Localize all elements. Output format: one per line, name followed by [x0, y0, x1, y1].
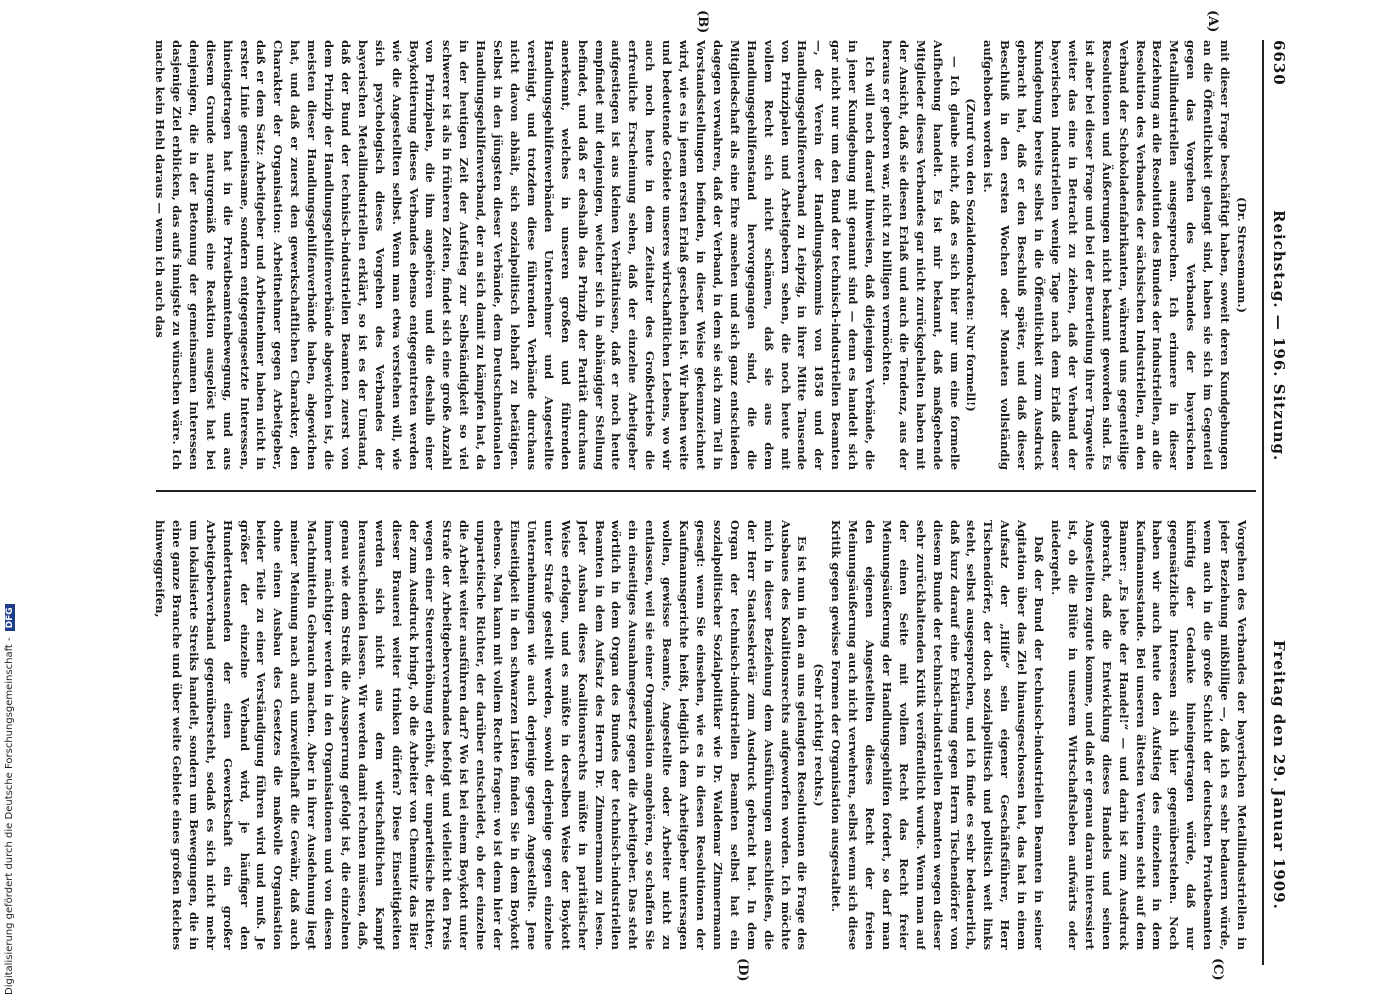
- paragraph: — Ich glaube nicht, daß es sich hier nur um eine formelle Aufhebung handelt. Es ist mir bekannt, daß maßgebende Mitglieder dieses Verbandes gar nicht zurückgehalten haben mit der Ansicht, daß sie diesen Erlaß und auch die Tendenz, aus der heraus er geboren war, nicht zu billigen vermöchten.: [879, 40, 962, 470]
- paragraph: Ich will noch darauf hinweisen, daß diejenigen Verbände, die in jener Kundgebung mit genannt sind — denn es handelt sich gar nicht nur um den Bund der technisch-industriellen Beamten —, der Verein der Handlungskommis von 1858 und der Handlungsgehilfenverband zu Leipzig, in ihrer Mitte Tausende von Prinzipalen und Arbeitgebern sehen, die noch heute mit vollem Recht sich nicht schämen, daß sie aus dem Handlungsgehilfenstand hervorgegangen sind, die die Mitgliedschaft als eine Ehre ansehen und sich ganz entschieden dagegen verwahren, daß der Verband, in dem sie sich zum Teil in Vorstandsstellungen befinden, in dieser Weise gekennzeichnet wird, wie es in jenem ersten Erlaß geschehen ist. Wir haben weite und bedeutende Gebiete unseres wirtschaftlichen Lebens, wo wir auch noch heute in dem Zeitalter des Großbetriebs die erfreuliche Erscheinung sehen, daß der einzelne Arbeitgeber aufgestiegen ist aus kleinen Verhältnissen, daß er noch heute empfindet mit denjenigen, welcher sich in abhängiger Stellung befindet, und daß er deshalb das Prinzip der Parität durchaus anerkennt, welches in unseren großen und führenden Handlungsgehilfenverbänden Unternehmer und Angestellte vereinigt, und trotzdem diese führenden Verbände durchaus nicht davon abhält, sich sozialpolitisch lebhaft zu betätigen. Selbst in den jüngsten dieser Verbände, dem Deutschnationalen Handlungsgehilfenverband, der an sich damit zu kämpfen hat, da in der heutigen Zeit der Aufstieg zur Selbständigkeit so viel schwerer ist als in früheren Zeiten, findet sich eine große Anzahl von Prinzipalen, die ihm angehören und die deshalb einer Boykottierung dieses Verbandes ebenso entgegentreten werden wie die Angestellten selbst. Wenn man etwa verstehen will, wie sich psychologisch dieses Vorgehen des Verbandes der bayerischen Metallindustriellen erklärt, so ist es der Umstand, daß der Bund der technisch-industriellen Beamten zuerst von dem Prinzip der Handlungsgehilfenverbände abgewichen ist, die meisten dieser Handlungsgehilfenverbände haben, abgewichen hat, und daß er zuerst den gewerkschaftlichen Charakter, den Charakter der Organisation: Arbeitnehmer gegen Arbeitgeber, daß er dem Satz: Arbeitgeber und Arbeitnehmer haben nicht in erster Linie gemeinsame, sondern entgegengesetzte Interessen, hineingetragen hat in die Privatbeamtenbewegung, und aus diesem Grunde naturgemäß eine Reaktion ausgelöst hat bei denjenigen, die in der Betonung der gemeinsamen Interessen dasjenige Ziel erblicken, das aufs innigste zu wünschen wäre. Ich mache kein Hehl daraus — wenn ich auch das: [153, 40, 878, 470]
- column-divider: [156, 490, 1256, 492]
- right-column: [150, 520, 1250, 950]
- session-date: Freitag den 29. Januar 1909.: [1270, 640, 1288, 910]
- dfg-logo: DFG: [5, 604, 15, 631]
- interjection: (Zuruf von den Sozialdemokraten: Nur formell!): [964, 98, 979, 412]
- digitization-credit: [4, 575, 18, 995]
- speaker-name: (Dr. Stresemann.): [1235, 197, 1249, 313]
- paragraph: Daß der Bund der technisch-industriellen Beamten in seiner Agitation über das Ziel hinausgeschossen hat, das hat in einem Aufsatz der „Hilfe“ sein eigener Geschäftsführer, Herr Tischendörfer, der doch sozialpolitisch und politisch weit links steht, selbst ausgesprochen, und ich finde es sehr bedauerlich, daß kurz darauf eine Erklärung gegen Herrn Tischendörfer von diesem Bunde der technisch-industriellen Beamten wegen dieser sehr zurückhaltenden Kritik veröffentlicht wurde. Wenn man auf der einen Seite mit vollem Recht das Recht freier Meinungsäußerung der Handlungsgehilfen fordert, so darf man den eigenen Angestellten dieses Recht der freien Meinungsäußerung auch nicht verwehren, selbst wenn sich diese Kritik gegen gewisse Formen der Organisation ausgestaltet.: [829, 520, 1047, 950]
- margin-marker-d: (D): [735, 958, 750, 982]
- paragraph: mit dieser Frage beschäftigt haben, soweit deren Kundgebungen an die Öffentlichkeit gelangt sind, haben sie sich im Gegenteil gegen das Vorgehen des Verbandes der bayerischen Metallindustriellen ausgesprochen. Ich erinnere in dieser Beziehung an die Resolution des Bundes der Industriellen, an die Resolution des Verbandes der sächsischen Industriellen, an den Verband der Schokoladenfabrikanten, während uns gegenteilige Resolutionen und Äußerungen nicht bekannt geworden sind. Es ist aber bei dieser Frage und bei der Beurteilung ihrer Tragweite weiter das eine in Betracht zu ziehen, daß der Verband der bayerischen Industriellen wenige Tage nach dem Erlaß dieser Kundgebung bereits selbst in die Öffentlichkeit zum Ausdruck gebracht hat, daß er den Beschluß später, und daß dieser Beschluß in den ersten Wochen oder Monaten vollständig aufgehoben worden ist.: [981, 40, 1233, 470]
- paragraph: Es ist nun in den an uns gelangten Resolutionen die Frage des Ausbaues des Koalitionsrechts aufgeworfen worden. Ich möchte mich in dieser Beziehung dem Ausführungen anschließen, die der Herr Staatssekretär zum Ausdruck gebracht hat. In dem Organ der technisch-industriellen Beamten selbst hat ein sozialpolitischer Sozialpolitiker wie Dr. Waldemar Zimmermann gesagt: wenn Sie einsehen, wie es in diesen Resolutionen der Kaufmannsgerichte heißt, lediglich dem Arbeitgeber untersagen wollen, gewisse Beamte, Angestellte oder Arbeiter nicht zu entlassen, weil sie einer Organisation angehören, so schaffen Sie ein einseitiges Ausnahmegesetz gegen die Arbeitgeber. Das steht wörtlich in dem Organ des Bundes der technisch-industriellen Beamten in dem Aufsatz des Herrn Dr. Zimmermann zu lesen. Jeder Ausbau dieses Koalitionsrechts müßte in paritätischer Weise erfolgen, und es müßte in derselben Weise der Boykott unter Strafe gestellt werden, sowohl derjenige gegen einzelne Unternehmungen wie auch derjenige gegen Angestellte. Jene Einseitigkeit in den schwarzen Listen finden Sie in dem Boykott ebenso. Man kann mit vollem Rechte fragen: wo ist denn hier der unparteiische Richter, der darüber entscheidet, ob der einzelne die Arbeit weiter ausführen darf? Wo ist bei einem Boykott unter Strafe der Arbeitgeberverbandes befolgt und vielleicht den Preis wegen einer Steuererhöhung erhöht, der unparteiische Richter, der zum Ausdruck bringt, ob die Arbeiter von Chemnitz das Bier dieser Brauerei weiter trinken dürfen? Diese Einseitigkeiten werden sich nicht aus dem wirtschaftlichen Kampf herausschneiden lassen. Wir werden damit rechnen müssen, daß, genau wie dem Streik die Aussperrung gefolgt ist, die einzelnen immer mächtiger werden in den Organisationen und von diesen Machtmitteln Gebrauch machen. Aber in ihrer Ausdehnung liegt meiner Meinung nach auch unzweifelhaft die Gewähr, daß auch ohne einen Ausbau des Gesetzes die maßvolle Organisation beider Teile zu einer Verständigung führen wird und muß. Je größer der einzelne Verband wird, je häufiger den Hunderttausenden der einen Gewerkschaft ein großer Arbeitgeberverband gegenübersteht, sodaß es sich nicht mehr um lokalisierte Streiks handelt, sondern um Bewegungen, die in eine ganze Branche und über weite Gebiete eines großen Reiches hinweggreifen,: [153, 520, 810, 950]
- header-rule: [1262, 40, 1264, 965]
- margin-marker-c: (C): [1210, 958, 1225, 981]
- interjection: (Sehr richtig! rechts.): [812, 663, 827, 807]
- left-column: [150, 40, 1250, 470]
- credit-text: Digitalisierung gefördert durch die Deutsche Forschungsgemeinschaft -: [4, 637, 15, 995]
- page-header: [1266, 40, 1288, 965]
- session-title: Reichstag. — 196. Sitzung.: [1270, 210, 1288, 462]
- paragraph: Vorgehen des Verbandes der bayerischen Metallindustriellen in jeder Beziehung mißbillige —, daß ich es sehr bedauern würde, wenn auch in die große Schicht der deutschen Privatbeamten künftig der Gedanke hineingetragen würde, daß nur gegensätzliche Interessen sich hier gegenüberstehen. Noch haben wir auch heute den Aufstieg des einzelnen in dem Kaufmannsstande. Bei unseren ältesten Vereinen steht auf dem Banner: „Es lebe der Handel!“ — und darin ist zum Ausdruck gebracht, daß die Entwicklung dieses Handels und seinen Angestellten zugute komme, und daß er genau daran interessiert ist, ob die Blüte in unserem Wirtschaftsleben aufwärts oder niedergeht.: [1049, 520, 1249, 950]
- margin-marker-a: (A): [1205, 10, 1220, 33]
- margin-marker-b: (B): [695, 10, 710, 34]
- scanned-page: [80, 0, 1340, 1000]
- page-number: 6630: [1270, 40, 1288, 86]
